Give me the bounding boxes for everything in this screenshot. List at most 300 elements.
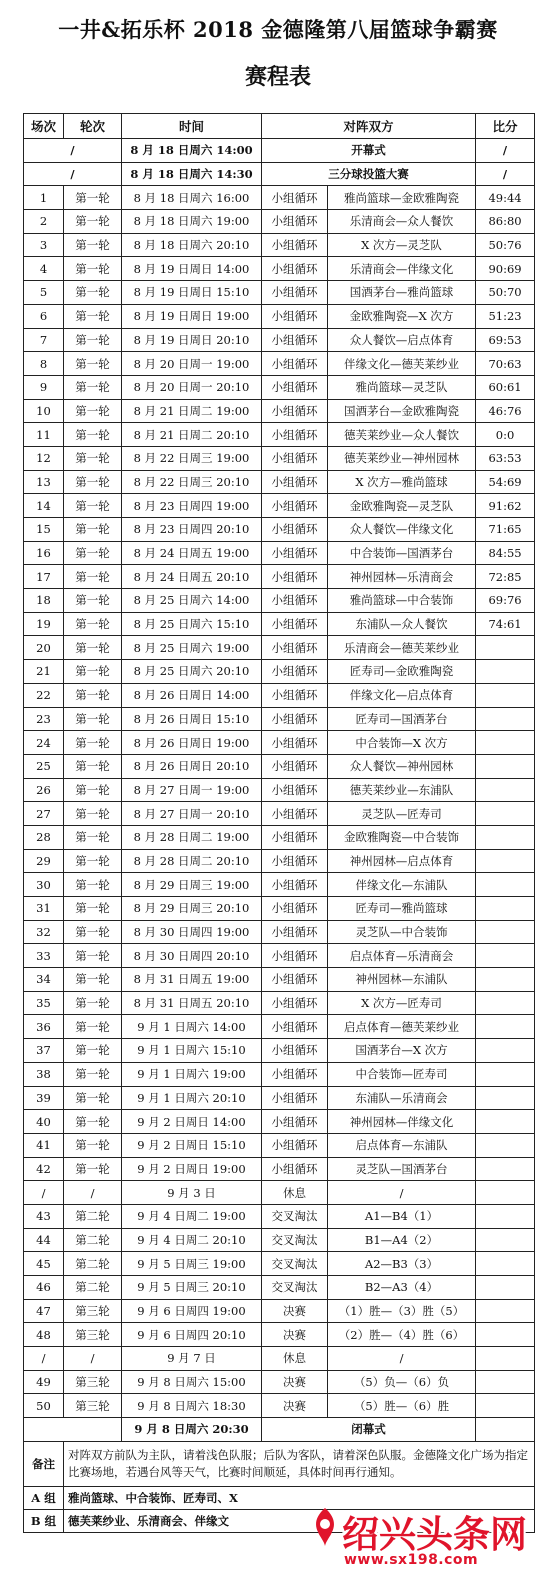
row-stage: 小组循环 — [262, 1157, 328, 1181]
row-round: 第一轮 — [64, 233, 122, 257]
row-score — [476, 1086, 535, 1110]
row-round: 第一轮 — [64, 328, 122, 352]
row-match: （1）胜—（3）胜（5） — [328, 1299, 476, 1323]
table-row — [24, 541, 535, 565]
row-time: 9 月 4 日周二 19:00 — [122, 1204, 262, 1228]
row-score — [476, 1062, 535, 1086]
row-score: 46:76 — [476, 399, 535, 423]
table-row — [24, 825, 535, 849]
table-row — [24, 446, 535, 470]
table-row — [24, 1181, 535, 1205]
row-match: 德芙莱纱业—众人餐饮 — [328, 423, 476, 447]
row-score — [476, 707, 535, 731]
row-score — [476, 1015, 535, 1039]
row-match: B1—A4（2） — [328, 1228, 476, 1252]
row-score — [476, 802, 535, 826]
row-stage: 休息 — [262, 1347, 328, 1371]
row-stage: 小组循环 — [262, 375, 328, 399]
row-round: 第一轮 — [64, 281, 122, 305]
row-time: 8 月 22 日周三 19:00 — [122, 446, 262, 470]
notes-text: 对阵双方前队为主队，请着浅色队服；后队为客队，请着深色队服。金德隆文化广场为指定比赛场地，若遇台风等天气，比赛时间顺延，具体时间再行通知。 — [64, 1441, 535, 1486]
table-row — [24, 707, 535, 731]
row-score — [476, 1276, 535, 1300]
table-row — [24, 1015, 535, 1039]
row-no: 34 — [24, 968, 64, 992]
row-round: 第三轮 — [64, 1370, 122, 1394]
row-score: 51:23 — [476, 304, 535, 328]
row-no: 35 — [24, 991, 64, 1015]
row-stage: 小组循环 — [262, 873, 328, 897]
table-row — [24, 589, 535, 613]
row-time: 9 月 5 日周三 19:00 — [122, 1252, 262, 1276]
row-no: 16 — [24, 541, 64, 565]
row-match: 乐清商会—众人餐饮 — [328, 210, 476, 234]
row-stage: 交叉淘汰 — [262, 1228, 328, 1252]
row-stage: 小组循环 — [262, 1086, 328, 1110]
row-match: 中合装饰—国酒茅台 — [328, 541, 476, 565]
row-time: 8 月 25 日周六 14:00 — [122, 589, 262, 613]
row-no: 20 — [24, 636, 64, 660]
row-stage: 小组循环 — [262, 778, 328, 802]
row-score: 60:61 — [476, 375, 535, 399]
row-stage: 小组循环 — [262, 541, 328, 565]
row-no: 32 — [24, 920, 64, 944]
row-stage: 小组循环 — [262, 849, 328, 873]
row-match: 神州园林—东浦队 — [328, 968, 476, 992]
row-match: 伴缘文化—德芙莱纱业 — [328, 352, 476, 376]
row-round: 第一轮 — [64, 186, 122, 210]
row-round: 第一轮 — [64, 210, 122, 234]
row-match: 雅尚篮球—金欧雅陶瓷 — [328, 186, 476, 210]
group-a-teams: 雅尚篮球、中合装饰、匠寿司、X — [64, 1486, 535, 1509]
row-round: / — [64, 1181, 122, 1205]
row-match: 众人餐饮—神州园林 — [328, 754, 476, 778]
row-match: 金欧雅陶瓷—X 次方 — [328, 304, 476, 328]
row-time: 8 月 19 日周日 19:00 — [122, 304, 262, 328]
group-a-row — [24, 1486, 535, 1509]
row-match: 国酒茅台—雅尚篮球 — [328, 281, 476, 305]
row-stage: 小组循环 — [262, 565, 328, 589]
row-match: / — [328, 1347, 476, 1371]
row-match: 国酒茅台—X 次方 — [328, 1039, 476, 1063]
table-row — [24, 1110, 535, 1134]
row-no: 2 — [24, 210, 64, 234]
row-stage: 小组循环 — [262, 304, 328, 328]
row-round: 第一轮 — [64, 1015, 122, 1039]
row-match: 东浦队—乐清商会 — [328, 1086, 476, 1110]
row-match: 众人餐饮—启点体育 — [328, 328, 476, 352]
row-stage: 休息 — [262, 1181, 328, 1205]
table-row — [24, 518, 535, 542]
row-round: 第一轮 — [64, 1062, 122, 1086]
row-time: 9 月 6 日周四 20:10 — [122, 1323, 262, 1347]
row-time: 8 月 25 日周六 19:00 — [122, 636, 262, 660]
row-round: 第一轮 — [64, 754, 122, 778]
row-no: 22 — [24, 683, 64, 707]
threepoint-row — [24, 162, 535, 186]
row-event: 三分球投篮大赛 — [262, 162, 476, 186]
row-no: 12 — [24, 446, 64, 470]
row-time: 9 月 2 日周日 15:10 — [122, 1133, 262, 1157]
page-title: 一井&拓乐杯 2018 金德隆第八届篮球争霸赛 — [58, 17, 498, 42]
row-round: 第二轮 — [64, 1204, 122, 1228]
row-stage: 小组循环 — [262, 352, 328, 376]
row-round: 第一轮 — [64, 920, 122, 944]
row-score: 69:76 — [476, 589, 535, 613]
row-no: 24 — [24, 731, 64, 755]
row-time: 8 月 26 日周日 15:10 — [122, 707, 262, 731]
row-time: 8 月 28 日周二 19:00 — [122, 825, 262, 849]
row-time: 8 月 18 日周六 14:00 — [122, 139, 262, 163]
row-match: 众人餐饮—伴缘文化 — [328, 518, 476, 542]
row-time: 8 月 18 日周六 16:00 — [122, 186, 262, 210]
row-match: / — [328, 1181, 476, 1205]
row-round: 第一轮 — [64, 1157, 122, 1181]
row-time: 9 月 7 日 — [122, 1347, 262, 1371]
row-score: 50:76 — [476, 233, 535, 257]
row-time: 8 月 31 日周五 19:00 — [122, 968, 262, 992]
row-stage: 小组循环 — [262, 1062, 328, 1086]
row-stage: 小组循环 — [262, 707, 328, 731]
table-row — [24, 375, 535, 399]
table-row — [24, 754, 535, 778]
row-score: 74:61 — [476, 612, 535, 636]
row-time: 8 月 28 日周二 20:10 — [122, 849, 262, 873]
row-score: 69:53 — [476, 328, 535, 352]
row-round: 第一轮 — [64, 375, 122, 399]
row-score — [476, 1133, 535, 1157]
row-time: 9 月 5 日周三 20:10 — [122, 1276, 262, 1300]
row-round: 第三轮 — [64, 1299, 122, 1323]
row-score: 49:44 — [476, 186, 535, 210]
row-stage: 小组循环 — [262, 1039, 328, 1063]
row-round: / — [64, 1347, 122, 1371]
row-time: 8 月 27 日周一 19:00 — [122, 778, 262, 802]
group-b-label: B 组 — [24, 1509, 64, 1532]
row-match: 德芙莱纱业—东浦队 — [328, 778, 476, 802]
row-round: 第一轮 — [64, 257, 122, 281]
table-row — [24, 1394, 535, 1418]
row-match: X 次方—雅尚篮球 — [328, 470, 476, 494]
row-score: / — [476, 162, 535, 186]
row-match: 灵芝队—中合装饰 — [328, 920, 476, 944]
row-round: 第一轮 — [64, 304, 122, 328]
row-match: 神州园林—启点体育 — [328, 849, 476, 873]
row-time: 8 月 29 日周三 20:10 — [122, 897, 262, 921]
row-stage: 小组循环 — [262, 423, 328, 447]
row-stage: 小组循环 — [262, 920, 328, 944]
row-stage: 小组循环 — [262, 210, 328, 234]
row-score: 54:69 — [476, 470, 535, 494]
table-row — [24, 186, 535, 210]
row-stage: 交叉淘汰 — [262, 1276, 328, 1300]
row-time: 9 月 8 日周六 20:30 — [122, 1418, 262, 1442]
row-no: 14 — [24, 494, 64, 518]
row-stage: 小组循环 — [262, 660, 328, 684]
row-time: 8 月 20 日周一 20:10 — [122, 375, 262, 399]
row-stage: 小组循环 — [262, 825, 328, 849]
row-time: 8 月 26 日周日 19:00 — [122, 731, 262, 755]
row-no: 23 — [24, 707, 64, 731]
row-no: 9 — [24, 375, 64, 399]
row-time: 8 月 25 日周六 20:10 — [122, 660, 262, 684]
row-score — [476, 944, 535, 968]
row-score: 0:0 — [476, 423, 535, 447]
row-stage: 小组循环 — [262, 944, 328, 968]
table-row — [24, 257, 535, 281]
row-no: 48 — [24, 1323, 64, 1347]
group-a-label: A 组 — [24, 1486, 64, 1509]
row-no: 4 — [24, 257, 64, 281]
table-row — [24, 1204, 535, 1228]
row-no: 30 — [24, 873, 64, 897]
row-round: 第一轮 — [64, 1039, 122, 1063]
row-round: 第一轮 — [64, 944, 122, 968]
row-score: 50:70 — [476, 281, 535, 305]
header-time: 时间 — [122, 114, 262, 139]
row-match: 乐清商会—伴缘文化 — [328, 257, 476, 281]
row-round: 第一轮 — [64, 825, 122, 849]
row-no: 8 — [24, 352, 64, 376]
row-stage: 小组循环 — [262, 991, 328, 1015]
row-time: 8 月 26 日周日 20:10 — [122, 754, 262, 778]
row-round: 第一轮 — [64, 897, 122, 921]
row-stage: 决赛 — [262, 1323, 328, 1347]
row-time: 8 月 30 日周四 19:00 — [122, 920, 262, 944]
row-time: 9 月 8 日周六 15:00 — [122, 1370, 262, 1394]
table-row — [24, 470, 535, 494]
row-match: 金欧雅陶瓷—中合装饰 — [328, 825, 476, 849]
row-stage: 小组循环 — [262, 233, 328, 257]
row-round: 第一轮 — [64, 778, 122, 802]
table-row — [24, 1157, 535, 1181]
row-match: 东浦队—众人餐饮 — [328, 612, 476, 636]
row-time: 9 月 1 日周六 20:10 — [122, 1086, 262, 1110]
row-score — [476, 731, 535, 755]
row-no: 42 — [24, 1157, 64, 1181]
row-no: 15 — [24, 518, 64, 542]
header-score: 比分 — [476, 114, 535, 139]
row-stage: 小组循环 — [262, 897, 328, 921]
row-stage: 小组循环 — [262, 257, 328, 281]
row-time: 9 月 6 日周四 19:00 — [122, 1299, 262, 1323]
row-no: / — [24, 1181, 64, 1205]
row-score — [476, 897, 535, 921]
row-match: 乐清商会—德芙莱纱业 — [328, 636, 476, 660]
row-no: 25 — [24, 754, 64, 778]
row-time: 9 月 2 日周日 14:00 — [122, 1110, 262, 1134]
row-no: / — [24, 1347, 64, 1371]
row-match: （5）胜—（6）胜 — [328, 1394, 476, 1418]
table-row — [24, 328, 535, 352]
row-round: 第一轮 — [64, 565, 122, 589]
row-round: 第一轮 — [64, 873, 122, 897]
row-score: 70:63 — [476, 352, 535, 376]
row-round: 第一轮 — [64, 612, 122, 636]
table-row — [24, 1062, 535, 1086]
row-no: 1 — [24, 186, 64, 210]
row-score — [476, 1323, 535, 1347]
row-time: 8 月 18 日周六 19:00 — [122, 210, 262, 234]
row-stage: 决赛 — [262, 1299, 328, 1323]
row-match: 中合装饰—X 次方 — [328, 731, 476, 755]
row-time: 8 月 27 日周一 20:10 — [122, 802, 262, 826]
row-event: 开幕式 — [262, 139, 476, 163]
row-match: 启点体育—乐清商会 — [328, 944, 476, 968]
row-match: A1—B4（1） — [328, 1204, 476, 1228]
group-b-teams: 德芙莱纱业、乐清商会、伴缘文 — [64, 1509, 535, 1532]
table-row — [24, 233, 535, 257]
row-score — [476, 1394, 535, 1418]
row-round: 第一轮 — [64, 470, 122, 494]
row-time: 8 月 29 日周三 19:00 — [122, 873, 262, 897]
table-row — [24, 968, 535, 992]
table-row — [24, 897, 535, 921]
row-match: 启点体育—德芙莱纱业 — [328, 1015, 476, 1039]
row-match: 金欧雅陶瓷—灵芝队 — [328, 494, 476, 518]
row-stage: 小组循环 — [262, 328, 328, 352]
row-time: 8 月 22 日周三 20:10 — [122, 470, 262, 494]
row-no: 45 — [24, 1252, 64, 1276]
row-match: 灵芝队—国酒茅台 — [328, 1157, 476, 1181]
row-no: 43 — [24, 1204, 64, 1228]
row-match: 启点体育—东浦队 — [328, 1133, 476, 1157]
row-match: 德芙莱纱业—神州园林 — [328, 446, 476, 470]
row-time: 8 月 23 日周四 20:10 — [122, 518, 262, 542]
row-score: 86:80 — [476, 210, 535, 234]
header-row — [24, 114, 535, 139]
row-score — [476, 754, 535, 778]
row-score — [476, 1252, 535, 1276]
row-time: 8 月 26 日周日 14:00 — [122, 683, 262, 707]
row-match: 雅尚篮球—灵芝队 — [328, 375, 476, 399]
row-stage: 小组循环 — [262, 186, 328, 210]
table-row — [24, 636, 535, 660]
row-no: 11 — [24, 423, 64, 447]
table-row — [24, 802, 535, 826]
table-row — [24, 1228, 535, 1252]
row-score — [476, 1181, 535, 1205]
row-match: 匠寿司—金欧雅陶瓷 — [328, 660, 476, 684]
row-match: X 次方—灵芝队 — [328, 233, 476, 257]
table-row — [24, 849, 535, 873]
row-no: 50 — [24, 1394, 64, 1418]
notes-label: 备注 — [24, 1441, 64, 1486]
row-match: 神州园林—乐清商会 — [328, 565, 476, 589]
row-stage: 小组循环 — [262, 683, 328, 707]
row-score — [476, 636, 535, 660]
table-row — [24, 1347, 535, 1371]
group-b-row — [24, 1509, 535, 1532]
row-no: 19 — [24, 612, 64, 636]
row-score — [476, 1157, 535, 1181]
row-time: 9 月 1 日周六 14:00 — [122, 1015, 262, 1039]
row-no: 41 — [24, 1133, 64, 1157]
row-stage: 小组循环 — [262, 612, 328, 636]
row-stage: 小组循环 — [262, 968, 328, 992]
row-match: 灵芝队—匠寿司 — [328, 802, 476, 826]
table-row — [24, 423, 535, 447]
header-round: 轮次 — [64, 114, 122, 139]
row-round: 第二轮 — [64, 1276, 122, 1300]
row-round: 第一轮 — [64, 1086, 122, 1110]
row-time: 8 月 25 日周六 15:10 — [122, 612, 262, 636]
row-round: 第一轮 — [64, 731, 122, 755]
row-no: 40 — [24, 1110, 64, 1134]
row-time: 9 月 8 日周六 18:30 — [122, 1394, 262, 1418]
row-stage: 决赛 — [262, 1394, 328, 1418]
row-no: 39 — [24, 1086, 64, 1110]
row-score — [476, 1110, 535, 1134]
row-time: 8 月 19 日周日 14:00 — [122, 257, 262, 281]
row-stage: 小组循环 — [262, 518, 328, 542]
row-time: 9 月 1 日周六 19:00 — [122, 1062, 262, 1086]
row-score: 71:65 — [476, 518, 535, 542]
row-score-empty — [476, 1418, 535, 1442]
row-no: / — [24, 162, 122, 186]
row-round: 第二轮 — [64, 1252, 122, 1276]
row-no: 36 — [24, 1015, 64, 1039]
row-time: 8 月 20 日周一 19:00 — [122, 352, 262, 376]
schedule-table — [23, 113, 535, 1533]
row-time: 8 月 19 日周日 15:10 — [122, 281, 262, 305]
row-score: / — [476, 139, 535, 163]
row-round: 第一轮 — [64, 707, 122, 731]
row-time: 9 月 3 日 — [122, 1181, 262, 1205]
table-row — [24, 1133, 535, 1157]
table-row — [24, 944, 535, 968]
row-round: 第二轮 — [64, 1228, 122, 1252]
watermark-name: 绍兴头条网 — [342, 1513, 527, 1556]
row-match: 神州园林—伴缘文化 — [328, 1110, 476, 1134]
table-row — [24, 1299, 535, 1323]
row-match: 伴缘文化—东浦队 — [328, 873, 476, 897]
row-time: 8 月 18 日周六 14:30 — [122, 162, 262, 186]
row-no: 38 — [24, 1062, 64, 1086]
row-round: 第一轮 — [64, 446, 122, 470]
row-round: 第一轮 — [64, 683, 122, 707]
row-stage: 小组循环 — [262, 470, 328, 494]
opening-row — [24, 139, 535, 163]
row-stage: 小组循环 — [262, 1133, 328, 1157]
row-score — [476, 849, 535, 873]
table-row — [24, 1323, 535, 1347]
row-no: 6 — [24, 304, 64, 328]
row-stage: 小组循环 — [262, 446, 328, 470]
row-round: 第一轮 — [64, 802, 122, 826]
row-round: 第一轮 — [64, 589, 122, 613]
watermark-url: www.sx198.com — [344, 1552, 479, 1568]
row-score — [476, 873, 535, 897]
row-match: A2—B3（3） — [328, 1252, 476, 1276]
row-score — [476, 1347, 535, 1371]
row-stage: 小组循环 — [262, 399, 328, 423]
row-time: 8 月 30 日周四 20:10 — [122, 944, 262, 968]
row-stage: 小组循环 — [262, 589, 328, 613]
row-empty — [24, 1418, 122, 1442]
notes-row — [24, 1441, 535, 1486]
row-no: 46 — [24, 1276, 64, 1300]
row-stage: 小组循环 — [262, 802, 328, 826]
row-stage: 小组循环 — [262, 754, 328, 778]
row-score — [476, 1370, 535, 1394]
row-stage: 小组循环 — [262, 636, 328, 660]
row-time: 9 月 4 日周二 20:10 — [122, 1228, 262, 1252]
row-no: 17 — [24, 565, 64, 589]
row-round: 第一轮 — [64, 541, 122, 565]
row-no: 5 — [24, 281, 64, 305]
table-row — [24, 778, 535, 802]
